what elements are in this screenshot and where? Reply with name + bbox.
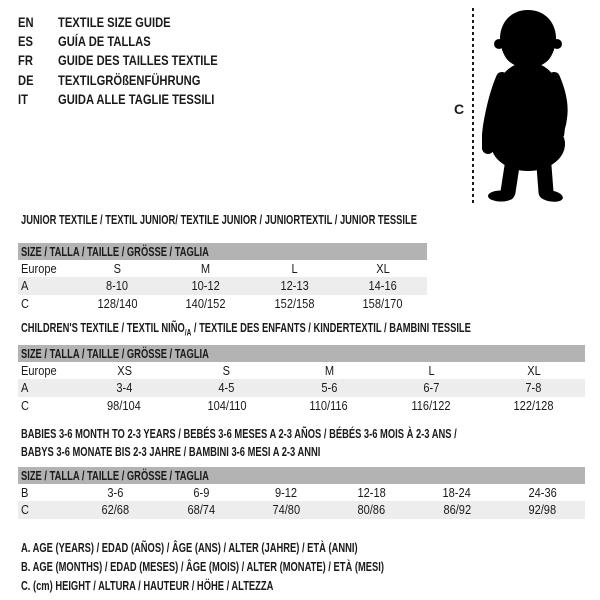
cell-text: 140/152	[185, 295, 226, 311]
guide-title: GUIDE DES TAILLES TEXTILE	[58, 52, 218, 69]
guide-title: GUÍA DE TALLAS	[58, 33, 151, 50]
size-value	[483, 362, 585, 379]
cell-text: M	[324, 363, 334, 378]
row-label	[18, 295, 73, 312]
size-value	[380, 379, 482, 396]
cell-text: L	[428, 363, 435, 378]
cell-text: 74/80	[272, 502, 301, 518]
size-value	[73, 501, 158, 518]
children-title-post: / TEXTILE DES ENFANTS / KINDERTEXTIL / BAMBINI TESSILE	[191, 320, 471, 335]
children-section-title	[21, 320, 600, 336]
cell-text: Europe	[21, 363, 57, 378]
size-value	[329, 501, 414, 518]
junior-title-text: JUNIOR TEXTILE / TEXTIL JUNIOR/ TEXTILE JUNIOR / JUNIORTEXTIL / JUNIOR TESSILE	[21, 212, 417, 227]
cell-text: 18-24	[442, 485, 472, 500]
guide-title: TEXTILE SIZE GUIDE	[58, 14, 171, 30]
guide-title: GUIDA ALLE TAGLIE TESSILI	[58, 90, 215, 107]
note-a-text: A. AGE (YEARS) / EDAD (AÑOS) / ÂGE (ANS) / ALTER (JAHRE) / ETÀ (ANNI)	[21, 540, 358, 555]
row-label	[18, 501, 73, 518]
size-header-text: SIZE / TALLA / TAILLE / GRÖSSE / TAGLIA	[21, 244, 209, 259]
cell-text: A	[21, 380, 29, 396]
size-header-text: SIZE / TALLA / TAILLE / GRÖSSE / TAGLIA	[21, 468, 209, 483]
cell-text: XL	[527, 363, 541, 378]
size-value	[73, 484, 158, 501]
guide-title: TEXTILGRÖßENFÜHRUNG	[58, 71, 201, 88]
size-header-bar	[18, 345, 585, 362]
babies-table-rows	[18, 484, 585, 519]
note-c	[21, 576, 525, 595]
children-title-pre: CHILDREN'S TEXTILE / TEXTIL NIÑO	[21, 320, 185, 335]
cell-text: 4-5	[218, 380, 235, 396]
table-row	[18, 362, 585, 379]
size-header-bar	[18, 467, 585, 484]
language-row-it	[18, 90, 438, 109]
junior-size-table	[18, 243, 427, 312]
size-value	[73, 260, 162, 277]
row-label	[18, 277, 73, 294]
language-row-es	[18, 32, 438, 51]
size-value	[244, 501, 329, 518]
language-title-list	[18, 13, 438, 109]
cell-text: 152/158	[274, 295, 315, 311]
cell-text: 8-10	[106, 278, 129, 294]
size-value	[278, 379, 380, 396]
cell-text: 6-9	[193, 485, 209, 500]
size-value	[244, 484, 329, 501]
babies-title-line2-wrap	[21, 443, 600, 461]
size-value	[483, 397, 585, 414]
row-label	[18, 397, 73, 414]
junior-section-title	[21, 212, 571, 228]
size-value	[158, 484, 243, 501]
children-title-subscript: /A	[184, 327, 192, 338]
table-row	[18, 501, 585, 518]
table-row	[18, 277, 427, 294]
cell-text: 116/122	[411, 397, 451, 413]
language-code: FR	[18, 52, 33, 69]
height-measure-dashed-line	[472, 8, 474, 206]
size-value	[162, 260, 251, 277]
size-value	[500, 484, 585, 501]
language-code: ES	[18, 33, 33, 50]
size-value	[414, 484, 499, 501]
row-label	[18, 484, 73, 501]
size-value	[162, 277, 251, 294]
cell-text: S	[222, 363, 231, 378]
size-value	[380, 362, 482, 379]
cell-text: 98/104	[107, 397, 142, 413]
size-value	[73, 277, 162, 294]
cell-text: 68/74	[187, 502, 215, 518]
size-value	[414, 501, 499, 518]
cell-text: 80/86	[357, 502, 386, 518]
size-header-text: SIZE / TALLA / TAILLE / GRÖSSE / TAGLIA	[21, 346, 209, 361]
cell-text: M	[201, 261, 211, 276]
language-code: EN	[18, 14, 34, 30]
cell-text: 12-13	[280, 278, 309, 294]
size-value	[278, 362, 380, 379]
cell-text: Europe	[21, 261, 57, 276]
cell-text: 110/116	[309, 397, 349, 413]
size-value	[339, 295, 428, 312]
size-value	[250, 277, 339, 294]
language-code: DE	[18, 71, 34, 88]
row-label	[18, 379, 73, 396]
note-b-text: B. AGE (MONTHS) / EDAD (MESES) / ÂGE (MOIS) / ALTER (MONATE) / ETÀ (MESI)	[21, 559, 384, 574]
babies-title-line1: BABIES 3-6 MONTH TO 2-3 YEARS / BEBÉS 3-6 MESES A 2-3 AÑOS / BÉBÉS 3-6 MOIS À 2-3 ANS /	[21, 426, 457, 441]
children-size-table	[18, 345, 585, 414]
size-value	[500, 501, 585, 518]
size-value	[339, 277, 428, 294]
size-value	[158, 501, 243, 518]
size-value	[380, 397, 482, 414]
cell-text: 3-6	[107, 485, 124, 500]
cell-text: XL	[375, 261, 390, 276]
size-value	[483, 379, 585, 396]
cell-text: C	[21, 397, 29, 413]
language-row-en	[18, 13, 438, 32]
language-row-fr	[18, 51, 438, 70]
cell-text: 92/98	[528, 502, 557, 518]
size-value	[73, 295, 162, 312]
legend-notes	[21, 538, 525, 595]
cell-text: C	[21, 502, 29, 518]
height-measure-label: C	[454, 101, 465, 117]
babies-title-line2: BABYS 3-6 MONATE BIS 2-3 JAHRE / BAMBINI 3-6 MESI A 2-3 ANNI	[21, 444, 321, 459]
table-row	[18, 397, 585, 414]
size-value	[162, 295, 251, 312]
language-code: IT	[18, 90, 28, 107]
note-a	[21, 538, 525, 557]
junior-table-rows	[18, 260, 427, 312]
cell-text: 6-7	[423, 380, 440, 396]
table-row	[18, 295, 427, 312]
children-table-rows	[18, 362, 585, 414]
table-row	[18, 484, 585, 501]
table-row	[18, 260, 427, 277]
size-value	[278, 397, 380, 414]
cell-text: 122/128	[513, 397, 554, 413]
cell-text: XS	[116, 363, 132, 378]
babies-title-line1-wrap	[21, 425, 600, 443]
cell-text: A	[21, 278, 29, 294]
cell-text: 12-18	[357, 485, 386, 500]
size-value	[73, 379, 175, 396]
size-value	[339, 260, 428, 277]
size-value	[73, 397, 175, 414]
size-value	[250, 295, 339, 312]
cell-text: B	[21, 485, 29, 500]
cell-text: 10-12	[191, 278, 220, 294]
cell-text: 5-6	[321, 380, 337, 396]
cell-text: 9-12	[275, 485, 298, 500]
size-value	[175, 397, 277, 414]
language-row-de	[18, 71, 438, 90]
table-row	[18, 379, 585, 396]
cell-text: 62/68	[101, 502, 130, 518]
size-value	[329, 484, 414, 501]
size-value	[250, 260, 339, 277]
row-label	[18, 362, 73, 379]
cell-text: 7-8	[525, 380, 542, 396]
size-header-bar	[18, 243, 427, 260]
size-value	[73, 362, 175, 379]
cell-text: S	[113, 261, 121, 276]
size-value	[175, 379, 277, 396]
cell-text: 104/110	[207, 397, 247, 413]
note-b	[21, 557, 525, 576]
size-value	[175, 362, 277, 379]
cell-text: C	[21, 295, 29, 311]
baby-silhouette-image	[482, 8, 574, 204]
babies-size-table	[18, 467, 585, 519]
children-title-text	[21, 320, 471, 341]
row-label	[18, 260, 73, 277]
cell-text: 14-16	[368, 278, 397, 294]
cell-text: 24-36	[528, 485, 557, 500]
babies-section-title	[21, 425, 600, 461]
cell-text: 128/140	[97, 295, 138, 311]
cell-text: 3-4	[116, 380, 133, 396]
cell-text: 158/170	[362, 295, 403, 311]
note-c-text: C. (cm) HEIGHT / ALTURA / HAUTEUR / HÖHE / ALTEZZA	[21, 578, 274, 593]
cell-text: 86/92	[443, 502, 471, 518]
cell-text: L	[291, 261, 298, 276]
